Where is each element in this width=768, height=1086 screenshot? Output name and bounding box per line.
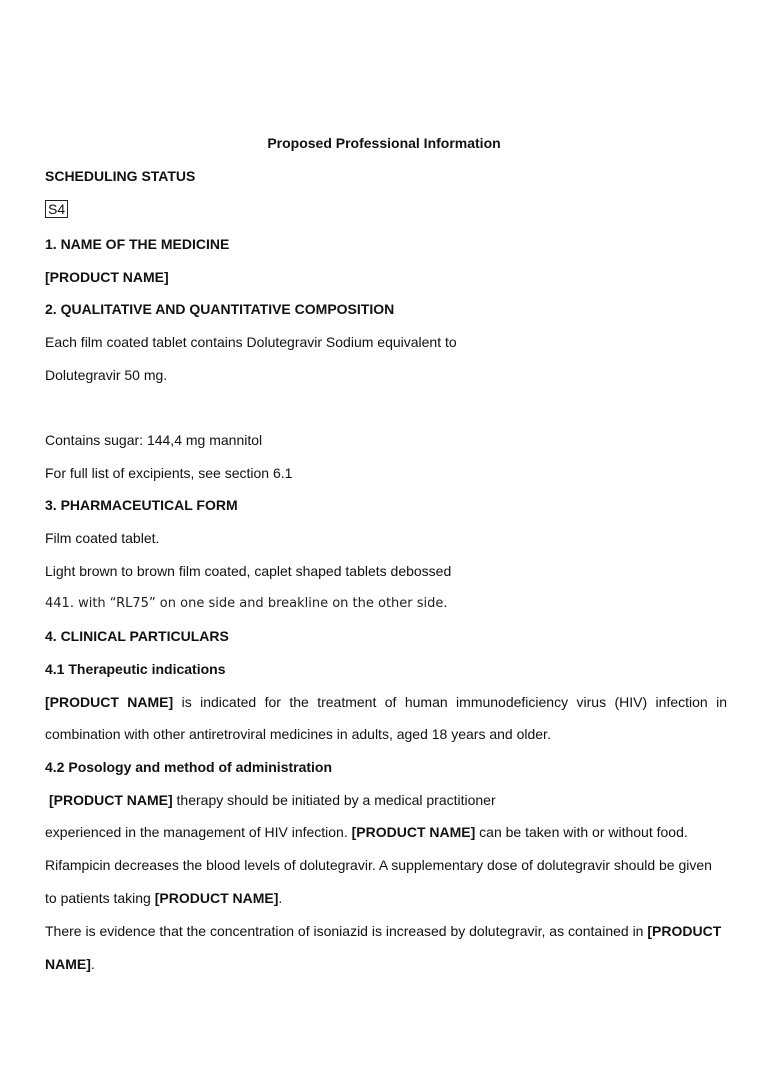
isoniazid-text: There is evidence that the concentration of isoniazid is increased by dolutegravir, as contained in — [45, 923, 648, 939]
posology-line-1 — [49, 791, 496, 809]
form-line-1: Film coated tablet. — [45, 530, 160, 546]
rifampicin-text: . — [278, 890, 283, 906]
product-name-inline: [PRODUCT NAME] — [45, 694, 174, 710]
page-title: Proposed Professional Information — [267, 135, 501, 151]
composition-line-1: Each film coated tablet contains Dolutegravir Sodium equivalent to — [45, 334, 457, 350]
posology-line-2 — [45, 823, 688, 841]
product-name-inline: NAME] — [45, 956, 91, 972]
isoniazid-text: . — [90, 956, 95, 972]
rifampicin-text: to patients taking — [45, 890, 155, 906]
section-2-heading: 2. QUALITATIVE AND QUANTITATIVE COMPOSITION — [45, 301, 395, 317]
section-4-heading: 4. CLINICAL PARTICULARS — [45, 628, 229, 644]
rifampicin-line-1: Rifampicin decreases the blood levels of dolutegravir. A supplementary dose of dolutegravir should be given — [45, 857, 712, 873]
schedule-value: S4 — [45, 200, 68, 218]
product-name: [PRODUCT NAME] — [45, 269, 169, 285]
section-1-heading: 1. NAME OF THE MEDICINE — [45, 236, 230, 252]
subsection-4-1-heading: 4.1 Therapeutic indications — [45, 661, 226, 677]
isoniazid-line-2 — [45, 955, 95, 973]
isoniazid-line-1 — [45, 922, 721, 940]
rifampicin-line-2 — [45, 889, 282, 907]
posology-text: therapy should be initiated by a medical practitioner — [172, 792, 496, 808]
indications-line-1 — [45, 693, 727, 711]
posology-text: can be taken with or without food. — [475, 824, 688, 840]
posology-text: experienced in the management of HIV infection. — [45, 824, 352, 840]
section-3-heading: 3. PHARMACEUTICAL FORM — [45, 497, 238, 513]
composition-excipients: For full list of excipients, see section 6.1 — [45, 465, 293, 481]
product-name-inline: [PRODUCT NAME] — [154, 890, 279, 906]
scheduling-status-heading: SCHEDULING STATUS — [45, 168, 196, 184]
indications-line-2: combination with other antiretroviral medicines in adults, aged 18 years and older. — [45, 726, 551, 742]
product-name-inline: [PRODUCT NAME] — [49, 792, 173, 808]
form-line-2: Light brown to brown film coated, caplet shaped tablets debossed — [45, 563, 452, 579]
indications-text: is indicated for the treatment of human immunodeficiency virus (HIV) infection in — [173, 694, 728, 710]
product-name-inline: [PRODUCT NAME] — [351, 824, 476, 840]
scheduling-status-box — [45, 200, 68, 218]
subsection-4-2-heading: 4.2 Posology and method of administration — [45, 759, 333, 775]
form-line-3: 441. with “RL75” on one side and breakline on the other side. — [45, 596, 448, 611]
composition-sugar: Contains sugar: 144,4 mg mannitol — [45, 432, 263, 448]
product-name-inline: [PRODUCT — [647, 923, 722, 939]
composition-line-2: Dolutegravir 50 mg. — [45, 367, 168, 383]
